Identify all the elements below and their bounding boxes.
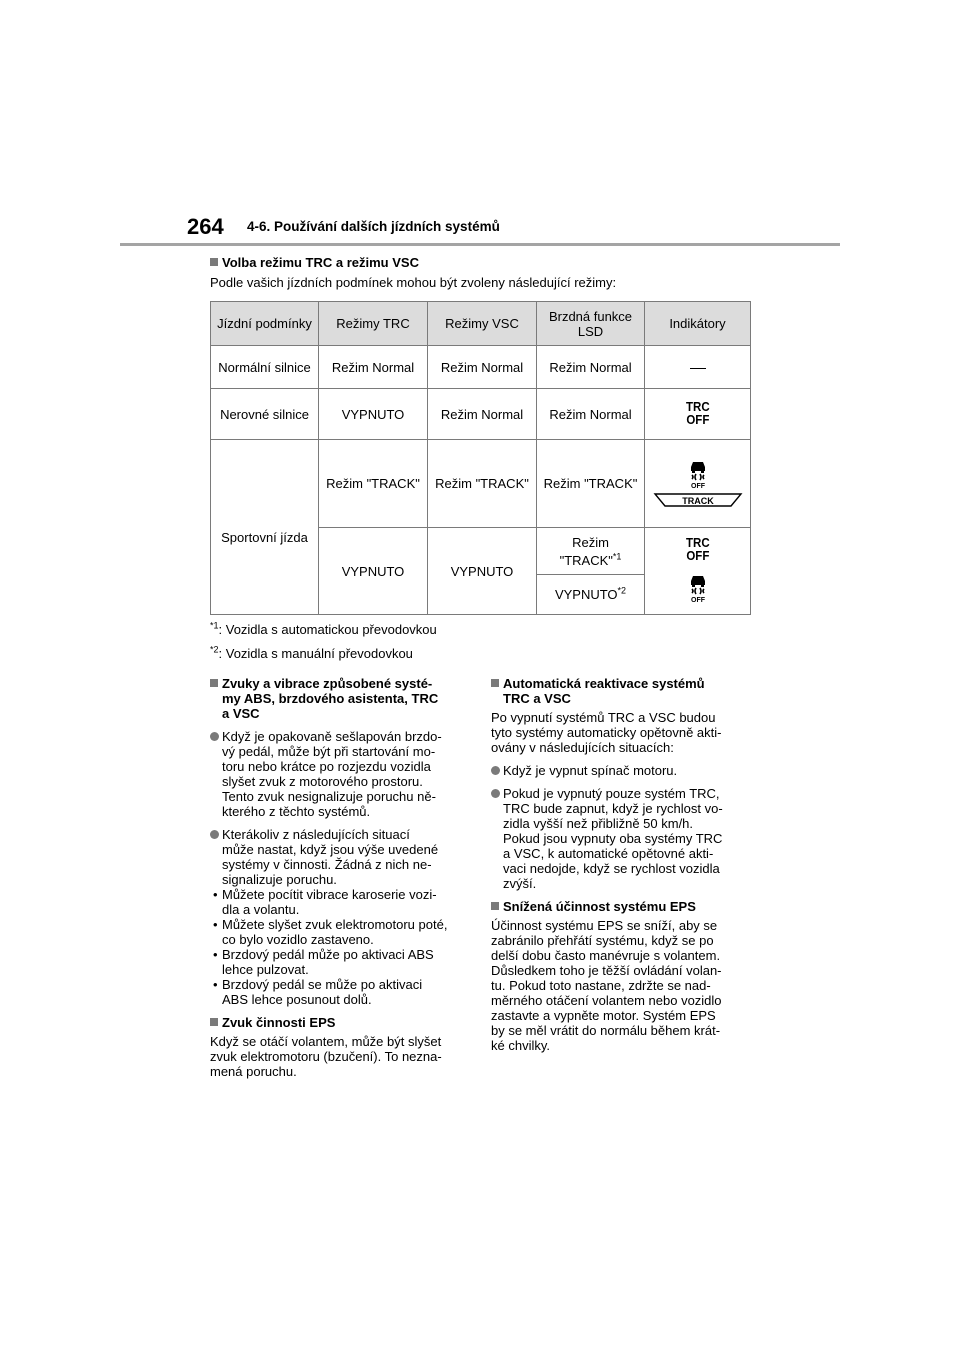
list-item: Pokud je vypnutý pouze systém TRC, TRC bude zapnut, když je rychlost vo- zidla vyšší než přibližně 50 km/h. Pokud jsou vypnuty oba systémy TRC a VSC, k automatické opětovné akti- vaci nedojde, když se rychlost vozidla zvýší. xyxy=(491,786,747,891)
round-bullet-icon xyxy=(491,789,500,798)
eps-sound-text: Když se otáčí volantem, může být slyšet zvuk elektromotoru (bzučení). To nezna- mená poruchu. xyxy=(210,1034,442,1079)
sub-list-item: • Můžete pocítit vibrace karoserie vozi- dla a volantu. xyxy=(213,887,437,917)
round-bullet-icon xyxy=(210,732,219,741)
table-cell: Režim "TRACK" xyxy=(537,440,645,528)
dash-icon xyxy=(690,368,706,369)
header-divider xyxy=(120,243,840,246)
table-header-row xyxy=(211,302,751,346)
indicator-cell xyxy=(645,440,751,528)
round-bullet-icon xyxy=(210,830,219,839)
footnote: $^{*2}$: Vozidla s manuální převodovkou xyxy=(210,644,413,661)
eps-text: Účinnost systému EPS se sníží, aby se zabránilo přehřátí systému, když se po delší dobu často manévruje s volantem. Důsledkem toho je těžší ovládání volan- tu. Pokud toto nastane, zdržte se nad- měrného otáčení volantem nebo vozidlo zastavte a vypněte motor. Systém EPS by se měl vrátit do normálu během krát- ké chvilky. xyxy=(491,918,722,1053)
header-cell: Režimy TRC xyxy=(319,302,428,346)
sub-list-item: • Brzdový pedál může po aktivaci ABS lehce pulzovat. xyxy=(213,947,434,977)
table-cell: VYPNUTO xyxy=(319,389,428,440)
list-item: Když je vypnut spínač motoru. xyxy=(491,763,747,778)
sub-list-item: • Brzdový pedál se může po aktivaci ABS lehce posunout dolů. xyxy=(213,977,423,1007)
sub-list-item: • Můžete slyšet zvuk elektromotoru poté, co bylo vozidlo zastaveno. xyxy=(213,917,448,947)
header-cell: Režimy VSC xyxy=(428,302,537,346)
sounds-heading: Zvuky a vibrace způsobené systé- my ABS, brzdového asistenta, TRC a VSC xyxy=(210,676,466,721)
intro-text: Podle vašich jízdních podmínek mohou být zvoleny následující režimy: xyxy=(210,275,617,290)
trc-off-indicator-icon: TRC OFF xyxy=(685,400,710,427)
square-bullet-icon xyxy=(491,679,499,687)
lsd-track-line1: Režim xyxy=(572,534,609,550)
indicator-cell xyxy=(645,528,751,615)
reactivation-heading: Automatická reaktivace systémů TRC a VSC xyxy=(491,676,747,706)
list-item: Když je opakovaně sešlapován brzdo- vý pedál, může být při startování mo- toru nebo krátce po rozjezdu vozidla slyšet zvuk z motorového prostoru. Tento zvuk nesignalizuje poruchu ně- kterého z těchto systémů. xyxy=(210,729,466,819)
modes-table xyxy=(210,301,751,615)
track-indicator-icon xyxy=(653,492,743,508)
list-item: Kterákoliv z následujících situací může nastat, když jsou výše uvedené systémy v činnosti. Žádná z nich ne- signalizuje poruchu. xyxy=(210,827,466,887)
eps-sound-heading: Zvuk činnosti EPS xyxy=(210,1015,466,1030)
table-cell: Normální silnice xyxy=(211,346,319,389)
footnote: $^{*1}$: Vozidla s automatickou převodovkou xyxy=(210,620,437,637)
header-cell: Indikátory xyxy=(645,302,751,346)
section-title: 4-6. Používání dalších jízdních systémů xyxy=(247,219,500,234)
table-cell: Režim Normal xyxy=(319,346,428,389)
table-cell: Sportovní jízda xyxy=(211,440,319,615)
header-cell: Jízdní podmínky xyxy=(211,302,319,346)
trc-off-indicator-icon: TRC OFF xyxy=(685,535,710,563)
heading-text: Volba režimu TRC a režimu VSC xyxy=(222,255,419,270)
square-bullet-icon xyxy=(491,902,499,910)
page-number: 264 xyxy=(187,214,224,239)
eps-heading: Snížená účinnost systému EPS xyxy=(491,899,747,914)
right-column xyxy=(491,676,747,1053)
table-cell: VYPNUTO xyxy=(319,528,428,615)
svg-text:TRACK: TRACK xyxy=(681,496,714,506)
table-row xyxy=(211,440,751,528)
table-cell: Režim "TRACK" xyxy=(428,440,537,528)
table-row xyxy=(211,346,751,389)
round-bullet-icon xyxy=(491,766,500,775)
table-cell: Režim Normal xyxy=(428,389,537,440)
left-column xyxy=(210,676,466,1079)
footnotes xyxy=(210,622,437,670)
square-bullet-icon xyxy=(210,1018,218,1026)
square-bullet-icon xyxy=(210,258,218,266)
table-cell: Režim Normal xyxy=(537,389,645,440)
intro-section xyxy=(210,255,770,290)
table-cell: Režim "TRACK" xyxy=(319,440,428,528)
table-cell: Nerovné silnice xyxy=(211,389,319,440)
table-cell: Režim Normal xyxy=(537,346,645,389)
vsc-off-indicator-icon xyxy=(687,573,709,603)
svg-text:OFF: OFF xyxy=(690,483,705,489)
table-cell: Režim Normal xyxy=(428,346,537,389)
table-cell: VYPNUTO$^{*2}$ xyxy=(537,575,645,615)
table-row xyxy=(211,389,751,440)
header-cell: Brzdná funkce LSD xyxy=(537,302,645,346)
svg-text:OFF: OFF xyxy=(690,596,705,603)
square-bullet-icon xyxy=(210,679,218,687)
lsd-track-line2: "TRACK"$^{*1}$ xyxy=(559,551,622,568)
trc-vsc-mode-heading xyxy=(210,255,770,270)
table-cell xyxy=(537,528,645,575)
indicator-cell xyxy=(645,346,751,389)
indicator-cell xyxy=(645,389,751,440)
reactivation-text: Po vypnutí systémů TRC a VSC budou tyto systémy automaticky opětovně akti- ovány v následujících situacích: xyxy=(491,710,722,755)
vsc-off-indicator-icon xyxy=(687,459,709,489)
table-cell: VYPNUTO xyxy=(428,528,537,615)
